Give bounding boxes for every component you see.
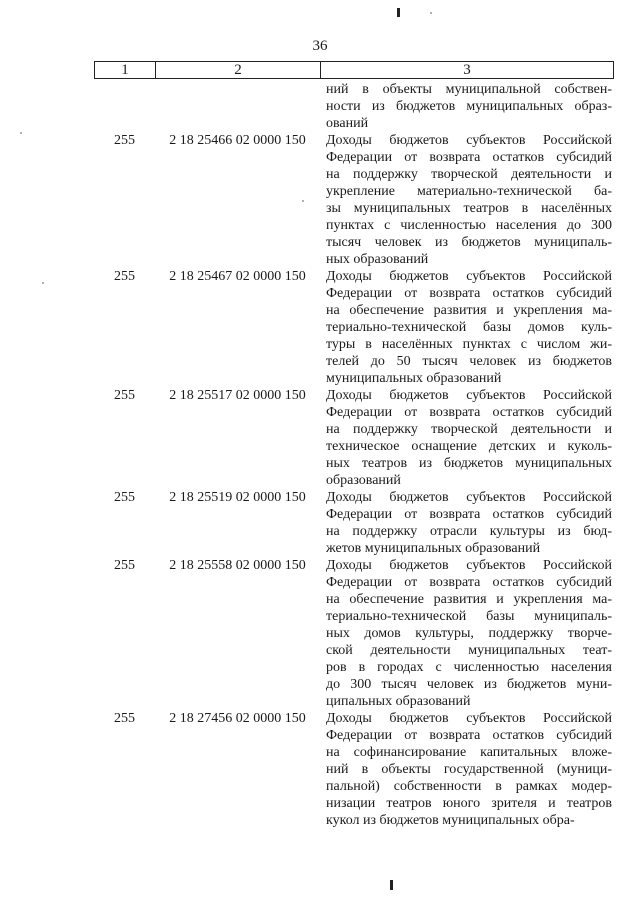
description-line: Федерации от возврата остатков субсидий — [326, 286, 612, 301]
description-line: ской деятельности муниципальных теат- — [326, 643, 612, 658]
description-line: Доходы бюджетов субъектов Российской — [326, 490, 612, 505]
description-line: телей до 50 тысяч человек из бюджетов — [326, 354, 612, 369]
row-budget-code: 2 18 25519 02 0000 150 — [169, 490, 306, 505]
description-line: до 300 тысяч человек из бюджетов муни- — [326, 677, 612, 692]
table-header — [94, 61, 614, 79]
table-row — [94, 81, 614, 132]
description-line: ований — [326, 116, 369, 131]
row-code-group: 255 — [114, 269, 135, 284]
description-line: ний в объекты государственной (муници- — [326, 762, 612, 777]
description-line: на поддержку отрасли культуры из бюд- — [326, 524, 612, 539]
description-line: ных театров из бюджетов муниципальных — [326, 456, 612, 471]
description-line: Доходы бюджетов субъектов Российской — [326, 388, 612, 403]
description-line: на обеспечение развития и укрепления ма- — [326, 592, 612, 607]
description-line: ципальных образований — [326, 694, 471, 709]
description-line: муниципальных образований — [326, 371, 502, 386]
description-line: териально-технической базы домов куль- — [326, 320, 612, 335]
row-description — [326, 268, 612, 387]
description-line: ных домов культуры, поддержку творче- — [326, 626, 612, 641]
table-row — [94, 710, 614, 829]
row-description — [326, 557, 612, 710]
description-line: териально-технической базы муниципаль- — [326, 609, 612, 624]
row-description — [326, 387, 612, 489]
scan-mark-bottom — [390, 880, 393, 890]
description-line: техническое оснащение детских и куколь- — [326, 439, 612, 454]
description-line: на софинансирование капитальных вложе- — [326, 745, 612, 760]
description-line: ности из бюджетов муниципальных образ- — [326, 99, 612, 114]
description-line: на поддержку творческой деятельности и — [326, 422, 612, 437]
description-line: пальной) собственности в рамках модер- — [326, 779, 612, 794]
row-budget-code: 2 18 25467 02 0000 150 — [169, 269, 306, 284]
description-line: Федерации от возврата остатков субсидий — [326, 575, 612, 590]
scan-dot — [20, 132, 22, 134]
row-code-group: 255 — [114, 388, 135, 403]
row-budget-code: 2 18 25517 02 0000 150 — [169, 388, 306, 403]
description-line: Федерации от возврата остатков субсидий — [326, 728, 612, 743]
row-code-group: 255 — [114, 490, 135, 505]
table-row — [94, 268, 614, 387]
description-line: жетов муниципальных образований — [326, 541, 541, 556]
description-line: ров в городах с численностью населения — [326, 660, 612, 675]
description-line: кукол из бюджетов муниципальных обра- — [326, 813, 575, 828]
row-description — [326, 489, 612, 557]
row-budget-code: 2 18 25558 02 0000 150 — [169, 558, 306, 573]
description-line: Доходы бюджетов субъектов Российской — [326, 269, 612, 284]
description-line: Доходы бюджетов субъектов Российской — [326, 558, 612, 573]
table-body — [94, 81, 614, 829]
header-col-2: 2 — [156, 62, 321, 78]
row-code-group: 255 — [114, 711, 135, 726]
table-row — [94, 387, 614, 489]
description-line: туры в населённых пунктах с числом жи- — [326, 337, 612, 352]
description-line: Доходы бюджетов субъектов Российской — [326, 133, 612, 148]
scan-dot — [42, 282, 44, 284]
row-budget-code: 2 18 27456 02 0000 150 — [169, 711, 306, 726]
description-line: зы муниципальных театров в населённых — [326, 201, 612, 216]
description-line: ний в объекты муниципальной собствен- — [326, 82, 612, 97]
row-description — [326, 132, 612, 268]
description-line: низации театров юного зрителя и театров — [326, 796, 612, 811]
row-code-group: 255 — [114, 133, 135, 148]
header-col-3: 3 — [463, 62, 471, 78]
description-line: на поддержку творческой деятельности и — [326, 167, 612, 182]
description-line: образований — [326, 473, 401, 488]
row-code-group — [94, 81, 155, 132]
description-line: ных образований — [326, 252, 429, 267]
header-col-1: 1 — [95, 62, 156, 78]
description-line: укрепление материально-технической ба- — [326, 184, 612, 199]
scan-dot — [430, 12, 432, 14]
row-description — [326, 81, 612, 132]
description-line: Доходы бюджетов субъектов Российской — [326, 711, 612, 726]
page-number: 36 — [312, 38, 328, 54]
table-row — [94, 557, 614, 710]
description-line: Федерации от возврата остатков субсидий — [326, 150, 612, 165]
description-line: пунктах с численностью населения до 300 — [326, 218, 612, 233]
row-budget-code: 2 18 25466 02 0000 150 — [169, 133, 306, 148]
row-description — [326, 710, 612, 829]
table-row — [94, 489, 614, 557]
row-code-group: 255 — [114, 558, 135, 573]
description-line: Федерации от возврата остатков субсидий — [326, 405, 612, 420]
description-line: тысяч человек из бюджетов муниципаль- — [326, 235, 612, 250]
row-budget-code — [155, 81, 320, 132]
description-line: Федерации от возврата остатков субсидий — [326, 507, 612, 522]
scan-mark-top — [397, 8, 400, 17]
table-row — [94, 132, 614, 268]
description-line: на обеспечение развития и укрепления ма- — [326, 303, 612, 318]
